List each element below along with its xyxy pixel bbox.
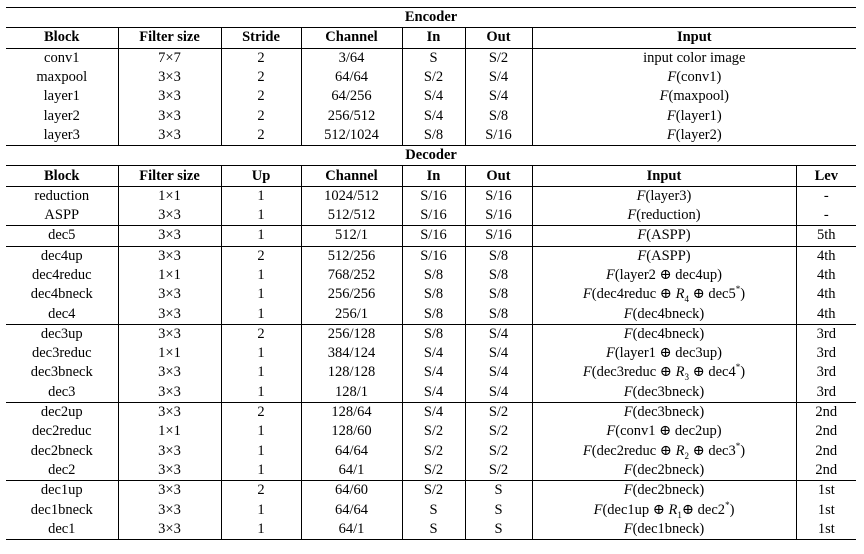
input-cell: F(layer1) [666,107,722,124]
out-cell: S/4 [465,363,532,382]
channel-cell: 64/256 [301,87,402,106]
table-row [6,461,856,481]
up-cell: 1 [221,206,301,226]
encoder-header-stride: Stride [221,28,301,48]
block-cell: dec3reduc [6,344,118,363]
block-cell: dec4bneck [6,285,118,304]
out-cell: S/4 [465,68,532,87]
lev-cell: 5th [796,226,856,246]
encoder-header-block: Block [6,28,118,48]
filter-size-cell: 3×3 [118,106,221,125]
table-row [6,246,856,266]
block-cell: reduction [6,186,118,206]
out-cell: S/4 [465,344,532,363]
in-cell: S/8 [402,324,465,344]
out-cell: S/8 [465,246,532,266]
table-body [6,8,856,540]
lev-cell: 4th [817,286,836,303]
channel-cell: 64/64 [301,68,402,87]
filter-size-cell: 3×3 [118,520,221,540]
input-cell: F(dec4reduc ⊕ $R_4$ ⊕ dec5*) [532,285,796,304]
encoder-title [6,8,856,28]
in-cell: S/8 [402,285,465,304]
channel-cell: 64/1 [301,520,402,540]
lev-cell: 3rd [816,364,836,381]
filter-size-cell: 3×3 [118,285,221,304]
channel-cell: 128/128 [301,363,402,382]
filter-size-cell: 3×3 [118,442,221,461]
channel-cell: 64/64 [301,442,402,461]
input-cell: F(ASPP) [532,226,796,246]
table-row [6,48,856,68]
channel-cell: 512/1024 [301,126,402,146]
up-cell: 1 [221,304,301,324]
table-row [6,363,856,382]
table-row [6,226,856,246]
filter-size-cell: 1×1 [118,186,221,206]
filter-size-cell: 3×3 [118,87,221,106]
filter-size-cell: 1×1 [118,266,221,285]
input-cell: F(dec3bneck) [532,402,796,422]
out-cell: S/2 [465,442,532,461]
in-cell: S/16 [402,206,465,226]
out-cell: S/16 [465,226,532,246]
out-cell: S/2 [465,402,532,422]
channel-cell: 64/64 [301,500,402,519]
table-row [6,68,856,87]
filter-size-cell: 3×3 [118,304,221,324]
up-cell: 1 [221,285,301,304]
in-cell: S/2 [402,461,465,481]
filter-size-cell: 3×3 [118,126,221,146]
channel-cell: 128/64 [301,402,402,422]
input-cell: F(layer2 ⊕ dec4up) [532,266,796,285]
channel-cell: 768/252 [301,266,402,285]
in-cell: S/4 [402,402,465,422]
decoder-header-up: Up [221,166,301,186]
block-cell: dec2bneck [6,442,118,461]
input-cell: F(dec2reduc ⊕ $R_2$ ⊕ dec3*) [532,442,796,461]
table-row [6,422,856,441]
channel-cell: 64/60 [301,481,402,501]
filter-size-cell: 3×3 [118,461,221,481]
input-cell: F(dec1up ⊕ $R_1\oplus$ dec2*) [532,500,796,519]
filter-size-cell: 3×3 [118,402,221,422]
input-cell: F(dec4bneck) [532,304,796,324]
table-row [6,186,856,206]
decoder-title [6,146,856,166]
in-cell: S/16 [402,246,465,266]
in-cell: S/2 [402,481,465,501]
out-cell: S/16 [465,186,532,206]
encoder-header-input: Input [532,28,856,48]
table-row [6,106,856,125]
block-cell: layer3 [6,126,118,146]
encoder-header-channel: Channel [301,28,402,48]
table-row [6,206,856,226]
in-cell: S [402,520,465,540]
in-cell: S/4 [402,344,465,363]
channel-cell: 128/60 [301,422,402,441]
table-row [6,304,856,324]
up-cell: 1 [221,266,301,285]
decoder-header-in: In [402,166,465,186]
channel-cell: 384/124 [301,344,402,363]
filter-size-cell: 3×3 [118,324,221,344]
in-cell: S [402,48,465,68]
in-cell: S/8 [402,266,465,285]
channel-cell: 256/512 [301,106,402,125]
stride-cell: 2 [221,87,301,106]
filter-size-cell: 3×3 [118,246,221,266]
channel-cell: 3/64 [301,48,402,68]
input-cell: input color image [532,48,856,68]
in-cell: S/2 [402,442,465,461]
up-cell: 1 [221,442,301,461]
encoder-title-label: Encoder [6,8,856,28]
block-cell: dec1up [6,481,118,501]
out-cell: S/4 [465,87,532,106]
stride-cell: 2 [221,126,301,146]
up-cell: 2 [221,246,301,266]
out-cell: S/2 [465,48,532,68]
up-cell: 1 [221,520,301,540]
up-cell: 1 [221,500,301,519]
block-cell: dec2reduc [6,422,118,441]
filter-size-cell: 3×3 [118,383,221,403]
out-cell: S [465,520,532,540]
channel-cell: 512/256 [301,246,402,266]
in-cell: S/8 [402,304,465,324]
input-cell: F(layer2) [666,126,722,143]
block-cell: dec3bneck [6,363,118,382]
input-cell: F(layer1 ⊕ dec3up) [532,344,796,363]
filter-size-cell: 3×3 [118,500,221,519]
channel-cell: 128/1 [301,383,402,403]
table-row [6,324,856,344]
in-cell: S/16 [402,186,465,206]
up-cell: 1 [221,363,301,382]
decoder-header-input: Input [532,166,796,186]
lev-cell: 3rd [816,383,836,400]
lev-cell: 1st [796,481,856,501]
block-cell: conv1 [6,48,118,68]
input-cell: F(dec2bneck) [532,461,796,481]
up-cell: 1 [221,461,301,481]
table-row [6,266,856,285]
filter-size-cell: 3×3 [118,206,221,226]
filter-size-cell: 7×7 [118,48,221,68]
up-cell: 1 [221,344,301,363]
lev-cell: 2nd [796,402,856,422]
input-cell: F(conv1) [667,69,722,86]
out-cell: S/16 [465,126,532,146]
architecture-table-wrap [6,7,856,540]
up-cell: 2 [221,324,301,344]
up-cell: 2 [221,481,301,501]
out-cell: S/8 [465,304,532,324]
channel-cell: 1024/512 [301,186,402,206]
lev-cell: 2nd [815,423,838,440]
channel-cell: 256/128 [301,324,402,344]
decoder-header-filter-size: Filter size [118,166,221,186]
input-cell: F(dec1bneck) [532,520,796,540]
channel-cell: 512/512 [301,206,402,226]
table-row [6,402,856,422]
out-cell: S [465,500,532,519]
block-cell: dec2 [6,461,118,481]
block-cell: layer2 [6,106,118,125]
block-cell: maxpool [6,68,118,87]
in-cell: S/4 [402,106,465,125]
decoder-title-label: Decoder [6,146,856,166]
channel-cell: 256/256 [301,285,402,304]
filter-size-cell: 1×1 [118,344,221,363]
lev-cell: 3rd [796,324,856,344]
filter-size-cell: 3×3 [118,363,221,382]
in-cell: S/4 [402,383,465,403]
in-cell: S/4 [402,87,465,106]
lev-cell: - [823,207,829,224]
block-cell: ASPP [6,206,118,226]
lev-cell: 3rd [816,345,836,362]
out-cell: S/8 [465,285,532,304]
block-cell: dec3 [6,383,118,403]
lev-cell: 1st [796,520,856,540]
table-row [6,500,856,519]
out-cell: S/4 [465,324,532,344]
lev-cell: 4th [817,305,836,322]
lev-cell: - [796,186,856,206]
decoder-header-row [6,166,856,186]
table-row [6,442,856,461]
block-cell: dec1bneck [6,500,118,519]
up-cell: 1 [221,422,301,441]
decoder-header-out: Out [465,166,532,186]
table-row [6,285,856,304]
filter-size-cell: 1×1 [118,422,221,441]
block-cell: dec4 [6,304,118,324]
out-cell: S/2 [465,422,532,441]
stride-cell: 2 [221,48,301,68]
architecture-table [6,7,856,540]
input-cell: F(layer3) [532,186,796,206]
channel-cell: 256/1 [301,304,402,324]
input-cell: F(dec4bneck) [532,324,796,344]
block-cell: layer1 [6,87,118,106]
out-cell: S/8 [465,266,532,285]
up-cell: 2 [221,402,301,422]
in-cell: S/2 [402,422,465,441]
in-cell: S/4 [402,363,465,382]
table-row [6,87,856,106]
input-cell: F(reduction) [532,206,796,226]
out-cell: S/2 [465,461,532,481]
table-row [6,383,856,403]
input-cell: F(dec3reduc ⊕ $R_3$ ⊕ dec4*) [532,363,796,382]
out-cell: S/16 [465,206,532,226]
decoder-header-channel: Channel [301,166,402,186]
input-cell: F(conv1 ⊕ dec2up) [532,422,796,441]
table-row [6,344,856,363]
encoder-header-out: Out [465,28,532,48]
filter-size-cell: 3×3 [118,226,221,246]
up-cell: 1 [221,186,301,206]
out-cell: S/4 [465,383,532,403]
in-cell: S/8 [402,126,465,146]
lev-cell: 2nd [815,461,838,478]
out-cell: S [465,481,532,501]
lev-cell: 1st [817,501,835,518]
table-row [6,126,856,146]
table-row [6,481,856,501]
channel-cell: 64/1 [301,461,402,481]
out-cell: S/8 [465,106,532,125]
up-cell: 1 [221,226,301,246]
input-cell: F(dec3bneck) [532,383,796,403]
decoder-header-lev: Lev [796,166,856,186]
lev-cell: 4th [796,246,856,266]
table-row [6,520,856,540]
lev-cell: 2nd [815,442,838,459]
block-cell: dec4reduc [6,266,118,285]
input-cell: F(dec2bneck) [532,481,796,501]
up-cell: 1 [221,383,301,403]
filter-size-cell: 3×3 [118,68,221,87]
input-cell: F(ASPP) [532,246,796,266]
block-cell: dec5 [6,226,118,246]
channel-cell: 512/1 [301,226,402,246]
block-cell: dec3up [6,324,118,344]
input-cell: F(maxpool) [659,88,729,105]
encoder-header-in: In [402,28,465,48]
filter-size-cell: 3×3 [118,481,221,501]
block-cell: dec4up [6,246,118,266]
decoder-header-block: Block [6,166,118,186]
block-cell: dec2up [6,402,118,422]
encoder-header-row [6,28,856,48]
block-cell: dec1 [6,520,118,540]
stride-cell: 2 [221,68,301,87]
in-cell: S [402,500,465,519]
in-cell: S/2 [402,68,465,87]
in-cell: S/16 [402,226,465,246]
lev-cell: 4th [817,267,836,283]
stride-cell: 2 [221,106,301,125]
encoder-header-filter-size: Filter size [118,28,221,48]
